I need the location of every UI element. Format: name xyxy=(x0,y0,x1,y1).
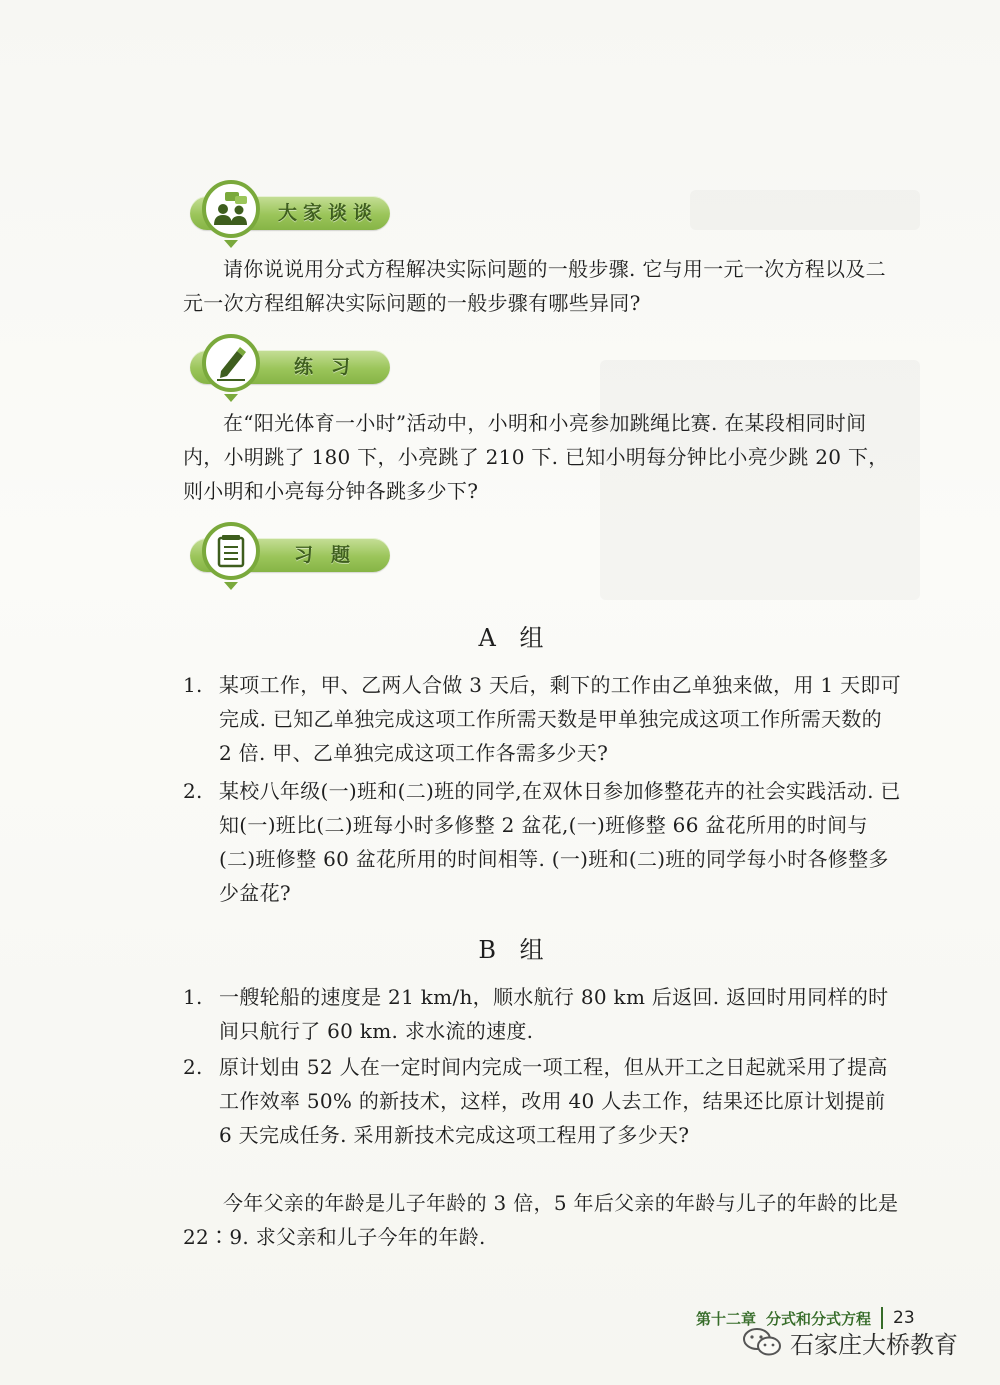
exercises-label: 习题 xyxy=(294,544,369,566)
banner-pointer xyxy=(224,394,238,402)
exercise-b1 xyxy=(183,980,901,1048)
discussion-label: 大家谈谈 xyxy=(278,202,379,224)
practice-label: 练习 xyxy=(294,356,369,378)
watermark xyxy=(742,1324,958,1360)
people-talking-icon xyxy=(202,180,260,238)
item-number: 1. xyxy=(183,673,203,697)
chapter-title: 分式和分式方程 xyxy=(766,1309,872,1328)
discussion-text: 请你说说用分式方程解决实际问题的一般步骤. 它与用一元一次方程以及二元一次方程组解决实际问题的一般步骤有哪些异同? xyxy=(183,257,886,315)
item-number: 1. xyxy=(183,985,203,1009)
exercise-b2 xyxy=(183,1050,901,1152)
item-text: 一艘轮船的速度是 21 km/h，顺水航行 80 km 后返回. 返回时用同样的时间只航行了 60 km. 求水流的速度. xyxy=(219,985,889,1043)
practice-banner xyxy=(182,338,392,398)
chapter-number: 第十二章 xyxy=(696,1309,757,1328)
item-text: 原计划由 52 人在一定时间内完成一项工程，但从开工之日起就采用了提高工作效率 50% 的新技术，这样，改用 40 人去工作，结果还比原计划提前 6 天完成任务. 采用新技术完成这项工程用了多少天? xyxy=(219,1055,888,1147)
exercise-a1 xyxy=(183,668,901,770)
bleed-through-shadow xyxy=(690,190,920,230)
exercise-a2 xyxy=(183,774,901,910)
pencil-icon xyxy=(202,334,260,392)
page-number: 23 xyxy=(893,1308,915,1328)
group-a-title: A 组 xyxy=(478,624,552,652)
group-b-title: B 组 xyxy=(478,936,552,964)
extra-problem: 今年父亲的年龄是儿子年龄的 3 倍，5 年后父亲的年龄与儿子的年龄的比是 22∶9. 求父亲和儿子今年的年龄. xyxy=(183,1191,899,1249)
wechat-icon xyxy=(742,1326,782,1358)
item-number: 2. xyxy=(183,779,203,803)
item-text: 某校八年级(一)班和(二)班的同学,在双休日参加修整花卉的社会实践活动. 已知(一)班比(二)班每小时多修整 2 盆花,(一)班修整 66 盆花所用的时间与(二)班修整 60 盆花所用的时间相等. (一)班和(二)班的同学每小时各修整多少盆花? xyxy=(219,779,901,905)
notepad-icon xyxy=(202,522,260,580)
watermark-text: 石家庄大桥教育 xyxy=(790,1330,958,1359)
item-text: 某项工作，甲、乙两人合做 3 天后，剩下的工作由乙单独来做，用 1 天即可完成. 已知乙单独完成这项工作所需天数是甲单独完成这项工作所需天数的 2 倍. 甲、乙单独完成这项工作各需多少天? xyxy=(219,673,901,765)
item-number: 2. xyxy=(183,1055,203,1079)
banner-pointer xyxy=(224,582,238,590)
exercises-banner xyxy=(182,526,392,586)
banner-pointer xyxy=(224,240,238,248)
practice-text: 在“阳光体育一小时”活动中，小明和小亮参加跳绳比赛. 在某段相同时间内，小明跳了 180 下，小亮跳了 210 下. 已知小明每分钟比小亮少跳 20 下，则小明和小亮每分钟各跳多少下? xyxy=(183,411,889,503)
discussion-banner xyxy=(182,184,392,244)
